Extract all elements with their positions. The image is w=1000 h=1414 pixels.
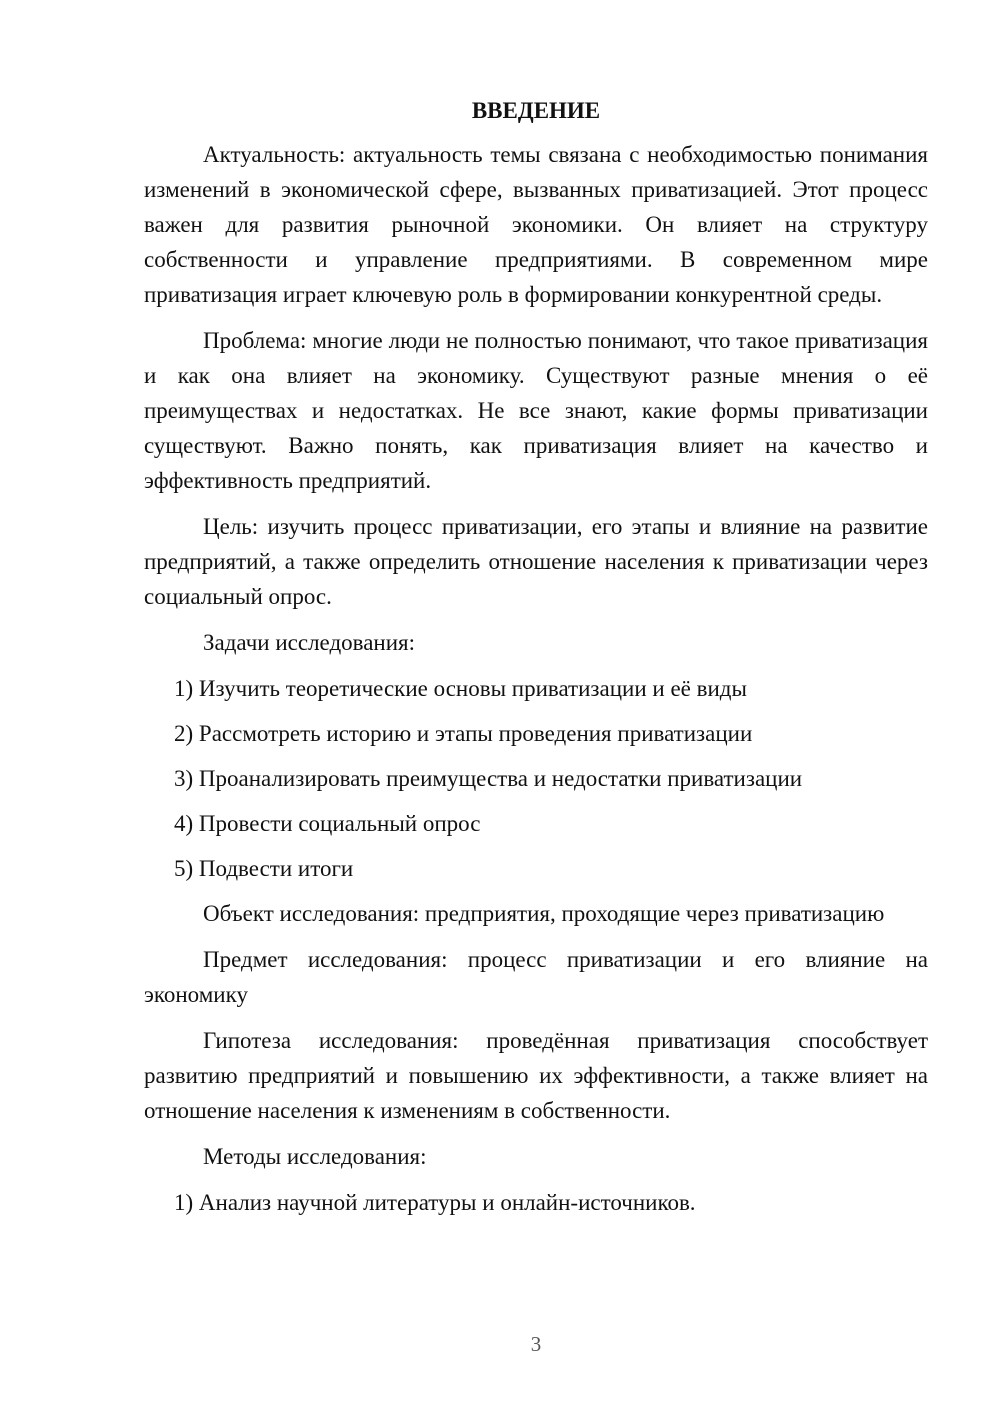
list-item: 2) Рассмотреть историю и этапы проведения приватизации	[174, 721, 753, 746]
methods-heading: Методы исследования:	[203, 1144, 427, 1169]
list-item: 4) Провести социальный опрос	[174, 811, 481, 836]
tasks-heading: Задачи исследования:	[203, 630, 416, 655]
list-item: 5) Подвести итоги	[174, 856, 354, 881]
object-paragraph: Объект исследования: предприятия, проходящие через приватизацию	[203, 901, 885, 926]
subject-paragraph: Предмет исследования: процесс приватизации и его влияние на экономику	[144, 947, 928, 1007]
section-title: ВВЕДЕНИЕ	[471, 98, 601, 123]
goal-paragraph: Цель: изучить процесс приватизации, его этапы и влияние на развитие предприятий, а также определить отношение населения к приватизации через социальный опрос.	[144, 514, 928, 609]
hypothesis-paragraph: Гипотеза исследования: проведённая приватизация способствует развитию предприятий и повышению их эффективности, а также влияет на отношение населения к изменениям в собственности.	[144, 1028, 928, 1123]
list-item: 1) Анализ научной литературы и онлайн-источников.	[174, 1190, 696, 1215]
list-item: 3) Проанализировать преимущества и недостатки приватизации	[174, 766, 803, 791]
problem-paragraph: Проблема: многие люди не полностью понимают, что такое приватизация и как она влияет на экономику. Существуют разные мнения о её преимуществах и недостатках. Не все знают, какие формы приватизации существуют. Важно понять, как приватизация влияет на качество и эффективность предприятий.	[144, 328, 928, 493]
page-content	[144, 96, 928, 1230]
list-item: 1) Изучить теоретические основы приватизации и её виды	[174, 676, 747, 701]
page-number: 3	[530, 1332, 542, 1356]
tasks-list	[144, 671, 928, 886]
relevance-paragraph: Актуальность: актуальность темы связана с необходимостью понимания изменений в экономической сфере, вызванных приватизацией. Этот процесс важен для развития рыночной экономики. Он влияет на структуру собственности и управление предприятиями. В современном мире приватизация играет ключевую роль в формировании конкурентной среды.	[144, 142, 928, 307]
methods-list	[144, 1185, 928, 1220]
